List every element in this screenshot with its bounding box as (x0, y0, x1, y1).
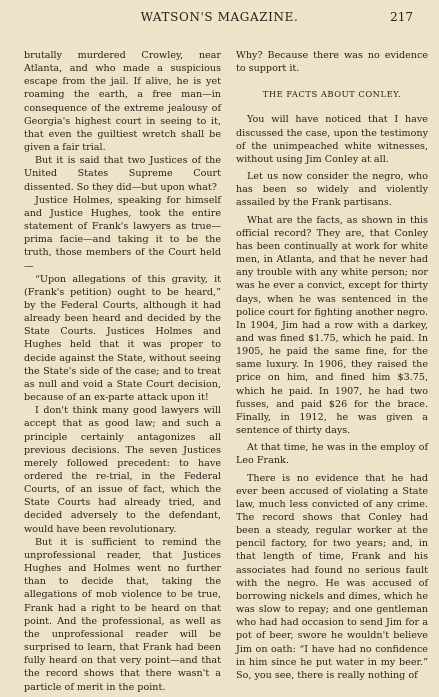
magazine-title: WATSON'S MAGAZINE. (140, 10, 299, 24)
paragraph: brutally murdered Crowley, near Atlanta, and who made a suspicious escape from the jail. If alive, he is yet roaming the earth, a free man—in consequence of the extreme jealousy of Georgia's highest court in seeing to it, that even the guiltiest wretch shall be given a fair trial. (24, 50, 221, 154)
paragraph: Justice Holmes, speaking for himself and Justice Hughes, took the entire statement of Frank's lawyers as true—prima facie—and taking it to be the truth, those members of the Court held— (24, 194, 221, 272)
running-header (0, 10, 439, 30)
paragraph: But it is said that two Justices of the United States Supreme Court dissented. So they did—but upon what? (24, 155, 221, 193)
paragraph: At that time, he was in the employ of Leo Frank. (236, 442, 428, 467)
paragraph: There is no evidence that he had ever been accused of violating a State law, much less convicted of any crime. The record shows that Conley had been a steady, regular worker at the pencil factory, for two years; and, in that length of time, Frank and his associates had found no serious fault with the negro. He was accused of borrowing nickels and dimes, which he was slow to repay; and one gentleman who had had occasion to send Jim for a pot of beer, swore he wouldn't believe Jim on oath: “I have had no confidence in him since he put water in my beer.” So, you see, there is really nothing of (236, 472, 428, 681)
paragraph: Let us now consider the negro, who has been so widely and violently assailed by the Frank partisans. (236, 171, 428, 209)
paragraph: Why? Because there was no evidence to support it. (236, 50, 428, 75)
page-number: 217 (390, 10, 413, 24)
paragraph: What are the facts, as shown in this official record? They are, that Conley has been continually at work for white men, in Atlanta, and that he never had any trouble with any white person; nor was he ever a convict, except for thirty days, when he was sentenced in the police court for fighting another negro. In 1904, Jim had a row with a darkey, and was fined $1.75, which he paid. In 1905, he paid the same fine, for the same luxury. In 1906, they raised the price on him, and fined him $3.75, which he paid. In 1907, he had two fusses, and paid $26 for the brace. Finally, in 1912, he was given a sentence of thirty days. (236, 214, 428, 437)
paragraph: “Upon allegations of this gravity, it (Frank's petition) ought to be heard,” by the Federal Courts, although it had already been heard and decided by the State Courts. Justices Holmes and Hughes held that it was proper to decide against the State, without seeing the State's side of the case; and to treat as null and void a State Court decision, because of an ex-parte attack upon it! (24, 273, 221, 404)
paragraph: You will have noticed that I have discussed the case, upon the testimony of the unimpeached white witnesses, without using Jim Conley at all. (236, 114, 428, 165)
section-heading: THE FACTS ABOUT CONLEY. (262, 89, 402, 100)
right-column (236, 49, 428, 682)
left-column (24, 49, 221, 694)
paragraph: I don't think many good lawyers will accept that as good law; and such a principle certainly antagonizes all previous decisions. The seven Justices merely followed precedent: to have ordered the re-trial, in the Federal Courts, of an issue of fact, which the State Courts had already tried, and decided adversely to the defendant, would have been revolutionary. (24, 405, 221, 535)
paragraph: But it is sufficient to remind the unprofessional reader, that Justices Hughes and Holmes went no further than to decide that, taking the allegations of mob violence to be true, Frank had a right to be heard on that point. And the professional, as well as the unprofessional reader will be surprised to learn, that Frank had been fully heard on that very point—and that the record shows that there wasn't a particle of merit in the point. (24, 536, 221, 693)
